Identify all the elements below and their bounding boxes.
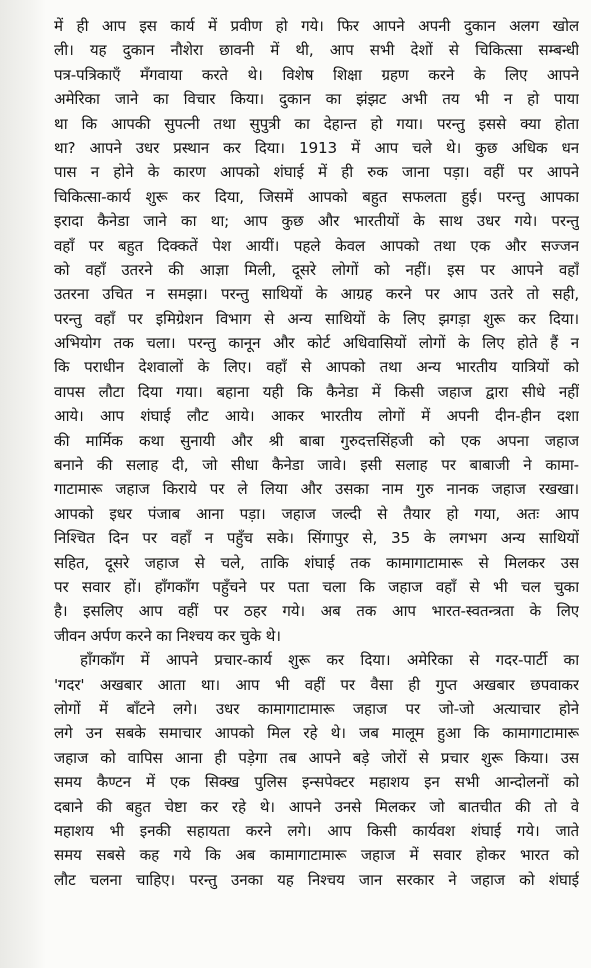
text-line: पास न होने के कारण आपको शंघाई में ही रुक जाना पड़ा। वहीं पर आपने <box>54 163 579 182</box>
text-line: हाँगकाँग में आपने प्रचार-कार्य शुरू कर दिया। अमेरिका से गदर-पार्टी का <box>80 651 579 670</box>
text-line: गाटामारू जहाज किराये पर ले लिया और उसका नाम गुरु नानक जहाज रखखा। <box>54 480 579 499</box>
text-line: समय सबसे कह गये कि अब कामागाटामारू जहाज में सवार होकर भारत को <box>54 846 579 865</box>
paragraph-1 <box>54 14 579 648</box>
text-line: है। इसलिए आप वहीं पर ठहर गये। अब तक आप भारत-स्वतन्त्रता के लिए <box>54 602 579 621</box>
text-line: बनाने की सलाह दी, जो सीधा कैनेडा जावे। इसी सलाह पर बाबाजी ने कामा- <box>54 456 579 475</box>
text-line: वापस लौटा दिया गया। बहाना यही कि कैनेडा में किसी जहाज द्वारा सीधे नहीं <box>54 382 579 401</box>
text-line: अमेरिका जाने का विचार किया। दुकान का झंझट अभी तय भी न हो पाया <box>54 90 579 109</box>
text-line: को वहाँ उतरने की आज्ञा मिली, दूसरे लोगों को नहीं। इस पर आपने वहाँ <box>54 260 579 279</box>
text-line: आये। आप शंघाई लौट आये। आकर भारतीय लोगों में अपनी दीन-हीन दशा <box>54 407 579 426</box>
text-line: उतरना उचित न समझा। परन्तु साथियों के आग्रह करने पर आप उतरे तो सही, <box>54 285 579 304</box>
text-line: पत्र-पत्रिकाएँ मँगवाया करते थे। विशेष शिक्षा ग्रहण करने के लिए आपने <box>54 65 579 84</box>
text-line: लौट चलना चाहिए। परन्तु उनका यह निश्चय जान सरकार ने जहाज को शंघाई <box>54 870 579 889</box>
text-line: महाशय भी इनकी सहायता करने लगे। आप किसी कार्यवश शंघाई गये। जाते <box>54 821 579 840</box>
text-line: अभियोग तक चला। परन्तु कानून और कोर्ट अधिवासियों लोगों के लिए होते हैं न <box>54 334 579 353</box>
paragraph-2 <box>54 648 579 892</box>
text-line: चिकित्सा-कार्य शुरू कर दिया, जिसमें आपको बहुत सफलता हुई। परन्तु आपका <box>54 187 579 206</box>
text-line: आपको इधर पंजाब आना पड़ा। जहाज जल्दी से तैयार हो गया, अतः आप <box>54 504 579 523</box>
text-line: सहित, दूसरे जहाज से चले, ताकि शंघाई तक कामागाटामारू से मिलकर उस <box>54 553 579 572</box>
text-line: था? आपने उधर प्रस्थान कर दिया। 1913 में आप चले थे। कुछ अधिक धन <box>54 138 579 157</box>
text-line: 'गदर' अखबार आता था। आप भी वहीं पर वैसा ही गुप्त अखबार छपवाकर <box>54 675 579 694</box>
text-line: लोगों में बाँटने लगे। उधर कामागाटामारू जहाज पर जो-जो अत्याचार होने <box>54 699 579 718</box>
text-line: जहाज को वापिस आना ही पड़ेगा तब आपने बड़े जोरों से प्रचार शुरू किया। उस <box>54 748 579 767</box>
text-line: परन्तु वहाँ पर इमिग्रेशन विभाग से अन्य साथियों के लिए झगड़ा शुरू कर दिया। <box>54 309 579 328</box>
text-line: समय कैण्टन में एक सिक्ख पुलिस इन्सपेक्टर महाशय इन सभी आन्दोलनों को <box>54 773 579 792</box>
text-line: इरादा कैनेडा जाने का था; आप कुछ और भारतीयों के साथ उधर गये। परन्तु <box>54 212 579 231</box>
text-line: ली। यह दुकान नौशेरा छावनी में थी, आप सभी देशों से चिकित्सा सम्बन्धी <box>54 41 579 60</box>
text-line: था कि आपकी सुपत्नी तथा सुपुत्री का देहान्त हो गया। परन्तु इससे क्या होता <box>54 114 579 133</box>
text-line: वहाँ पर बहुत दिक्कतें पेश आयीं। पहले केवल आपको तथा एक और सज्जन <box>54 236 579 255</box>
text-line: की मार्मिक कथा सुनायी और श्री बाबा गुरुदत्तसिंहजी को एक अपना जहाज <box>54 431 579 450</box>
text-line: में ही आप इस कार्य में प्रवीण हो गये। फिर आपने अपनी दुकान अलग खोल <box>54 17 579 35</box>
text-line: निश्चित दिन पर वहाँ न पहुँच सके। सिंगापुर से, 35 के लगभग अन्य साथियों <box>54 529 579 548</box>
text-line: पर सवार हों। हाँगकाँग पहुँचने पर पता चला कि जहाज वहाँ से भी चल चुका <box>54 577 579 596</box>
text-line: कि पराधीन देशवालों के लिए। वहाँ से आपको तथा अन्य भारतीय यात्रियों को <box>54 358 579 377</box>
text-line: दबाने की बहुत चेष्टा कर रहे थे। आपने उनसे मिलकर जो बातचीत की तो वे <box>54 797 579 816</box>
text-line: जीवन अर्पण करने का निश्चय कर चुके थे। <box>54 626 281 645</box>
text-line: लगे उन सबके समाचार आपको मिल रहे थे। जब मालूम हुआ कि कामागाटामारू <box>54 724 579 743</box>
